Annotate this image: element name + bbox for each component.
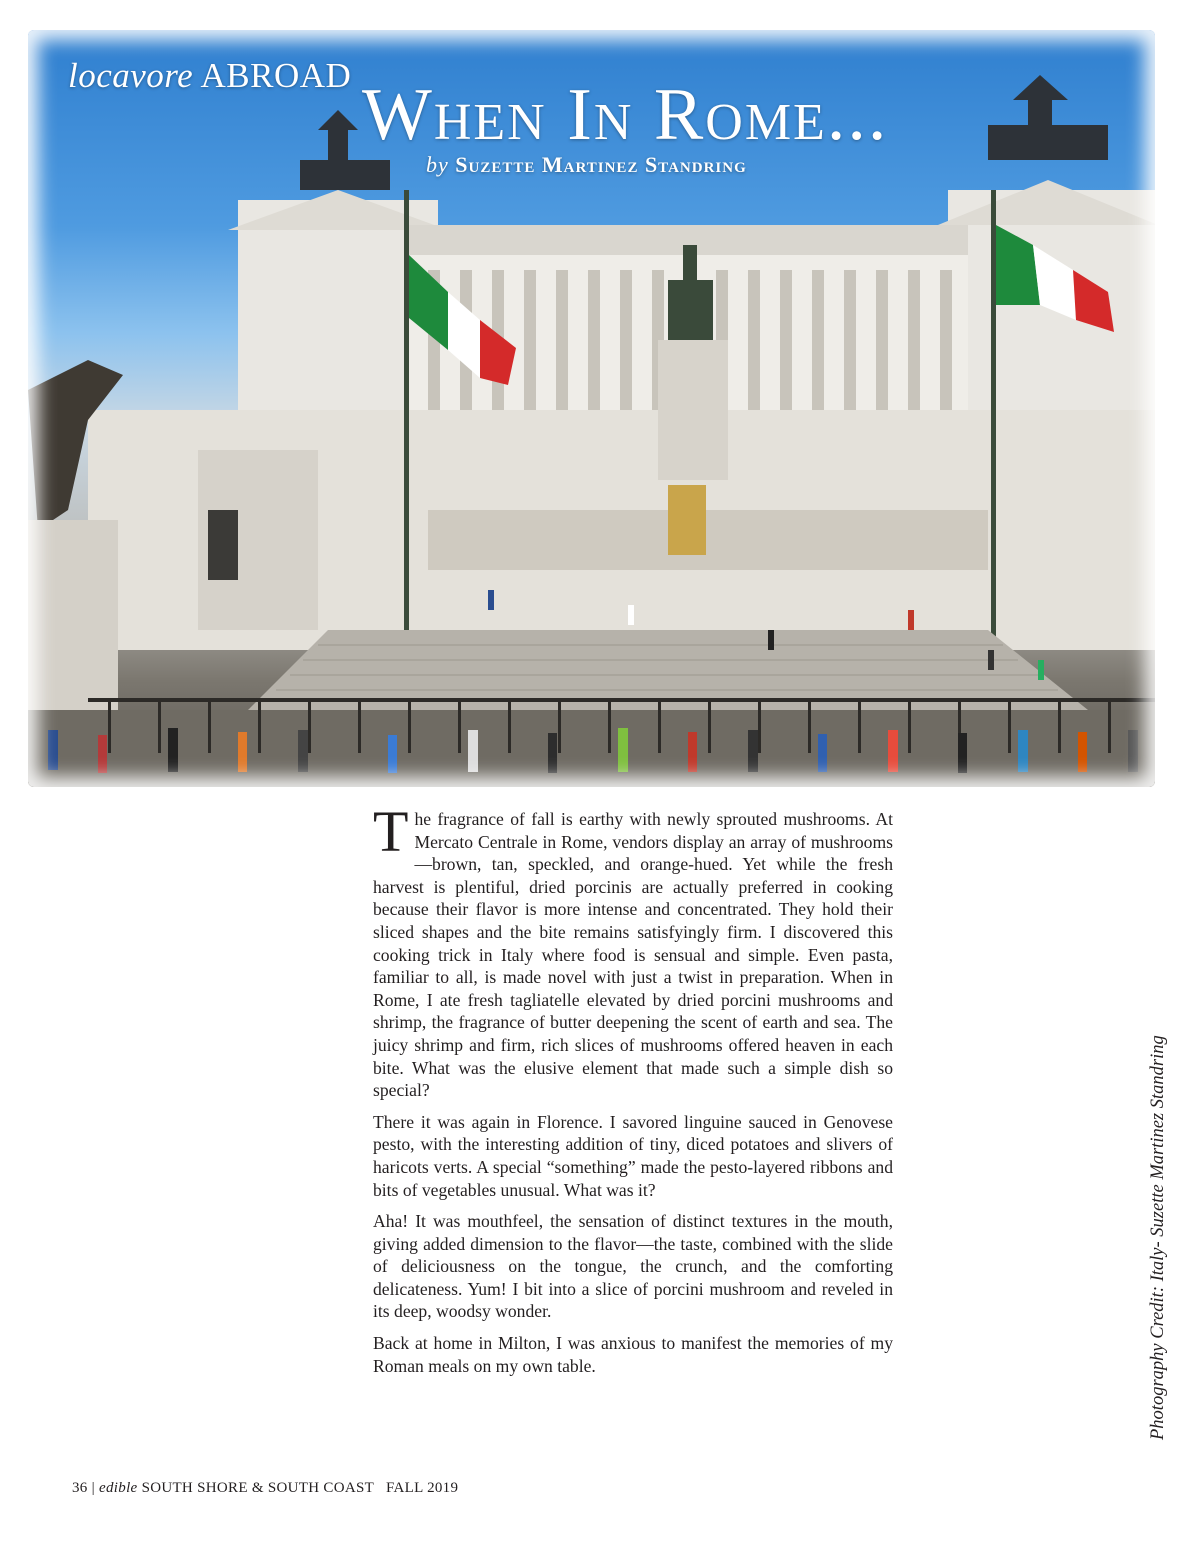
plaza [28, 710, 1155, 787]
footer-separator: | [91, 1480, 95, 1496]
drop-cap: T [373, 799, 409, 864]
article-body [373, 799, 893, 1386]
section-label-rest: ABROAD [200, 56, 352, 95]
photo-credit: Photography Credit: Italy- Suzette Martinez Standring [1148, 1035, 1168, 1440]
magazine-name-italic: edible [99, 1480, 138, 1496]
section-label [68, 56, 351, 96]
page-number: 36 [72, 1480, 88, 1496]
relief-frieze [428, 510, 988, 570]
article-title: When In Rome... [362, 74, 889, 156]
magazine-name: SOUTH SHORE & SOUTH COAST [141, 1480, 374, 1496]
fence-rail [88, 698, 1155, 702]
paragraph-2: There it was again in Florence. I savored linguine sauced in Genovese pesto, with the interesting addition of tiny, diced potatoes and slivers of haricots verts. A special “something” made the pesto-layered ribbons and bits of vegetables unusual. What was it? [373, 1111, 893, 1200]
section-label-italic: locavore [68, 56, 194, 95]
page-footer [72, 1480, 458, 1497]
paragraph-1 [373, 799, 893, 1102]
issue-date: FALL 2019 [385, 1480, 459, 1496]
paragraph-4: Back at home in Milton, I was anxious to manifest the memories of my Roman meals on my own table. [373, 1333, 893, 1376]
altar-statue [668, 485, 706, 555]
left-flagpole [404, 190, 409, 640]
byline-by: by [426, 152, 449, 177]
paragraph-3: Aha! It was mouthfeel, the sensation of distinct textures in the mouth, giving added dimension to the flavor—the taste, combined with the slide of deliciousness on the tongue, the crunch, and the comforting delicateness. Yum! I bit into a slice of porcini mushroom and reveled in its deep, woodsy wonder. [373, 1211, 893, 1322]
right-quadriga [988, 75, 1108, 160]
author-name: Suzette Martinez Standring [455, 152, 747, 177]
right-flagpole [991, 190, 996, 640]
byline [426, 152, 747, 178]
paragraph-1-text: he fragrance of fall is earthy with newly sprouted mushrooms. At Mercato Centrale in Rome, vendors display an array of mushrooms—brown, tan, speckled, and orange-hued. Yet while the fresh harvest is plentiful, dried porcinis are actually preferred in cooking because their flavor is more intense and concentrated. They hold their sliced shapes and the bite remains satisfyingly firm. I discovered this cooking trick in Italy where food is sensual and simple. Even pasta, familiar to all, is made novel with just a twist in preparation. When in Rome, I ate fresh tagliatelle elevated by dried porcini mushrooms and shrimp, the fragrance of butter deepening the scent of earth and sea. The juicy shrimp and firm, rich slices of mushrooms offered heaven in each bite. What was the elusive element that made such a simple dish so special? [373, 809, 893, 1101]
